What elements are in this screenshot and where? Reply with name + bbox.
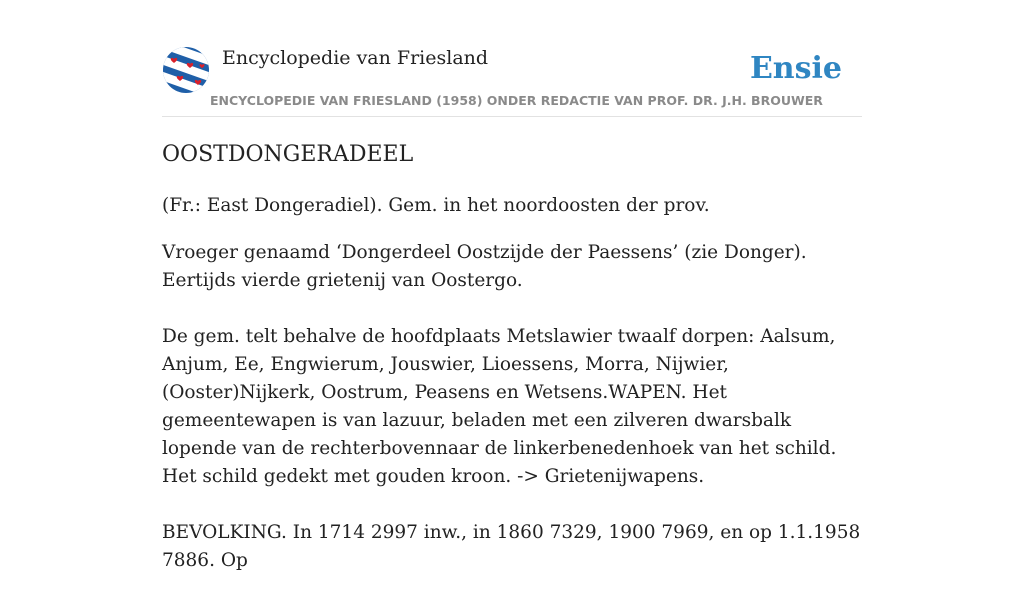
article-body <box>162 192 862 594</box>
paragraph: (Fr.: East Dongeradiel). Gem. in het noordoosten der prov. <box>162 195 710 216</box>
paragraph: De gem. telt behalve de hoofdplaats Metslawier twaalf dorpen: Aalsum, Anjum, Ee, Engwierum, Jouswier, Lioessens, Morra, Nijwier, (Ooster)Nijkerk, Oostrum, Peasens en Wetsens.WAPEN. Het gemeentewapen is van lazuur, beladen met een zilveren dwarsbalk lopende van de rechterbovennaar de linkerbenedenhoek van het schild. Het schild gedekt met gouden kroon. -> Grietenijwapens. <box>162 326 837 487</box>
page-title: OOSTDONGERADEEL <box>162 142 414 167</box>
page <box>162 0 862 571</box>
site-header <box>162 0 862 117</box>
brand-logo[interactable]: Ensie <box>749 51 842 86</box>
source-subtitle: ENCYCLOPEDIE VAN FRIESLAND (1958) ONDER REDACTIE VAN PROF. DR. J.H. BROUWER <box>210 93 823 108</box>
paragraph: Vroeger genaamd ‘Dongerdeel Oostzijde der Paessens’ (zie Donger). Eertijds vierde grietenij van Oostergo. <box>162 242 807 291</box>
frisian-flag-icon[interactable] <box>162 47 210 93</box>
site-title[interactable]: Encyclopedie van Friesland <box>222 47 489 69</box>
paragraph: BEVOLKING. In 1714 2997 inw., in 1860 7329, 1900 7969, en op 1.1.1958 7886. Op <box>162 522 861 571</box>
